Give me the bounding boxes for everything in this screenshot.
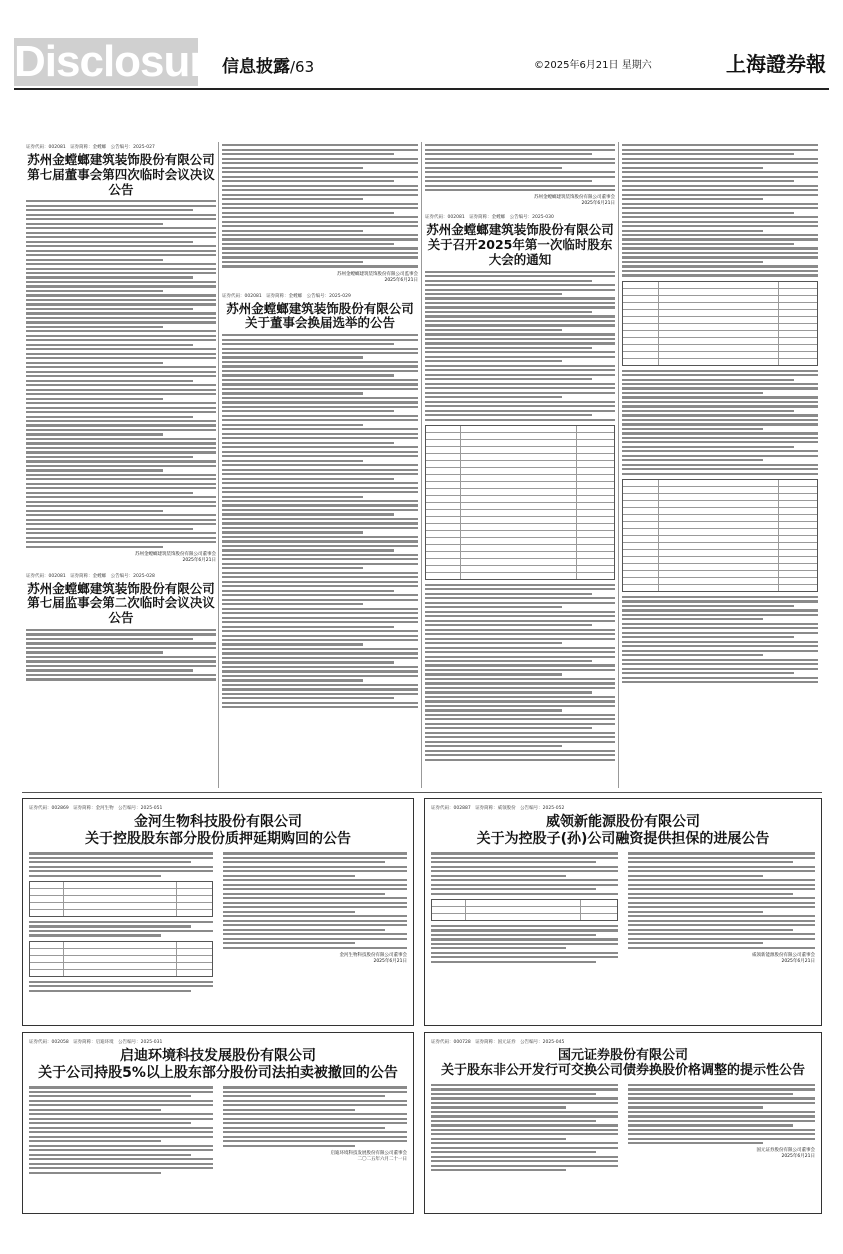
column-divider <box>618 142 619 788</box>
masthead-rule <box>14 88 829 90</box>
notice-box-qidi <box>22 1032 414 1214</box>
notice-board-resolution <box>26 144 216 563</box>
notice-meta: 证券代码：002869 证券简称：金河生物 公告编号：2025-051 <box>29 806 163 811</box>
column-divider <box>421 142 422 788</box>
notice-body-left <box>431 850 618 967</box>
notice-title: 苏州金螳螂建筑装饰股份有限公司 关于召开2025年第一次临时股东大会的通知 <box>426 222 614 267</box>
column-3 <box>425 142 615 788</box>
notice-box-jinhe <box>22 798 414 1026</box>
column-divider <box>218 142 219 788</box>
notice-continuation-2 <box>622 370 818 475</box>
notice-signature: 苏州金螳螂建筑装饰股份有限公司董事会 2025年6月21日 <box>135 551 216 563</box>
column-4 <box>622 142 818 788</box>
notice-box-guoyuan <box>424 1032 822 1214</box>
notice-continuation-3 <box>622 596 818 683</box>
pledge-table <box>29 881 213 917</box>
newspaper-name: 上海證券報 <box>726 52 826 76</box>
notice-shareholder-meeting <box>425 214 615 761</box>
notice-title: 苏州金螳螂建筑装饰股份有限公司 关于董事会换届选举的公告 <box>226 300 414 331</box>
notice-box-weiling <box>424 798 822 1026</box>
notice-signature: 金河生物科技股份有限公司董事会 2025年6月21日 <box>339 952 407 964</box>
notice-body-right <box>628 850 815 967</box>
notice-meta: 证券代码：002081 证券简称：金螳螂 公告编号：2025-030 <box>425 215 554 221</box>
notice-meta: 证券代码：002081 证券简称：金螳螂 公告编号：2025-029 <box>222 293 351 299</box>
notice-body <box>26 200 216 547</box>
notice-body-left <box>29 1084 213 1176</box>
section-title <box>222 52 314 77</box>
brand-logo: Disclosure <box>14 37 229 86</box>
notice-signature: 威领新能源股份有限公司董事会 2025年6月21日 <box>752 952 815 964</box>
proxy-form-table <box>622 281 818 366</box>
notice-meta: 证券代码：002887 证券简称：威领股份 公告编号：2025-052 <box>431 806 565 811</box>
notice-body-left <box>29 850 213 994</box>
notice-title: 启迪环境科技发展股份有限公司 关于公司持股5%以上股东部分股份司法拍卖被撤回的公告 <box>38 1048 398 1081</box>
guarantee-table <box>431 899 618 921</box>
proxy-form-table-2 <box>622 479 818 592</box>
notice-title: 威领新能源股份有限公司 关于为控股子(孙)公司融资提供担保的进展公告 <box>476 814 770 847</box>
notice-continuation <box>622 144 818 276</box>
column-1 <box>26 142 216 788</box>
notice-title: 国元证券股份有限公司 关于股东非公开发行可交换公司债券换股价格调整的提示性公告 <box>440 1048 805 1079</box>
notice-signature: 国元证券股份有限公司董事会 2025年6月21日 <box>756 1148 815 1160</box>
notice-body <box>425 271 615 421</box>
section-name: 信息披露 <box>222 57 290 77</box>
pledge-table-2 <box>29 941 213 977</box>
notice-body-right <box>628 1082 815 1174</box>
notice-continuation <box>222 144 418 267</box>
notice-body <box>26 629 216 681</box>
page-number: /63 <box>290 58 315 76</box>
notice-meta: 证券代码：000728 证券简称：国元证券 公告编号：2025-045 <box>431 1040 565 1045</box>
notice-meta: 证券代码：002081 证券简称：金螳螂 公告编号：2025-028 <box>26 573 155 579</box>
notice-title: 苏州金螳螂建筑装饰股份有限公司 第七届监事会第二次临时会议决议公告 <box>27 580 215 626</box>
notice-signature: 启迪环境科技发展股份有限公司董事会 二〇二五年六月二十一日 <box>330 1150 407 1162</box>
notice-continuation <box>425 144 615 191</box>
notice-signature: 苏州金螳螂建筑装饰股份有限公司董事会 2025年6月21日 <box>534 195 615 207</box>
proposal-table <box>425 425 615 580</box>
notice-body-right <box>223 1084 407 1176</box>
issue-date: ©2025年6月21日 星期六 <box>534 60 652 71</box>
column-2 <box>222 142 418 788</box>
notice-body-left <box>431 1082 618 1174</box>
notice-body-right <box>223 850 407 994</box>
notice-title: 苏州金螳螂建筑装饰股份有限公司 第七届董事会第四次临时会议决议公告 <box>27 152 215 197</box>
notice-title: 金河生物科技股份有限公司 关于控股股东部分股份质押延期购回的公告 <box>85 814 351 847</box>
notice-body <box>222 334 418 708</box>
notice-meta: 证券代码：002081 证券简称：金螳螂 公告编号：2025-027 <box>26 145 155 150</box>
notice-board-election <box>222 293 418 709</box>
notice-body-2 <box>425 584 615 761</box>
notice-supervisory-resolution <box>26 573 216 681</box>
notice-meta: 证券代码：002058 证券简称：启迪环境 公告编号：2025-031 <box>29 1040 163 1045</box>
notice-signature: 苏州金螳螂建筑装饰股份有限公司监事会 2025年6月21日 <box>337 271 418 283</box>
section-rule <box>22 792 822 793</box>
